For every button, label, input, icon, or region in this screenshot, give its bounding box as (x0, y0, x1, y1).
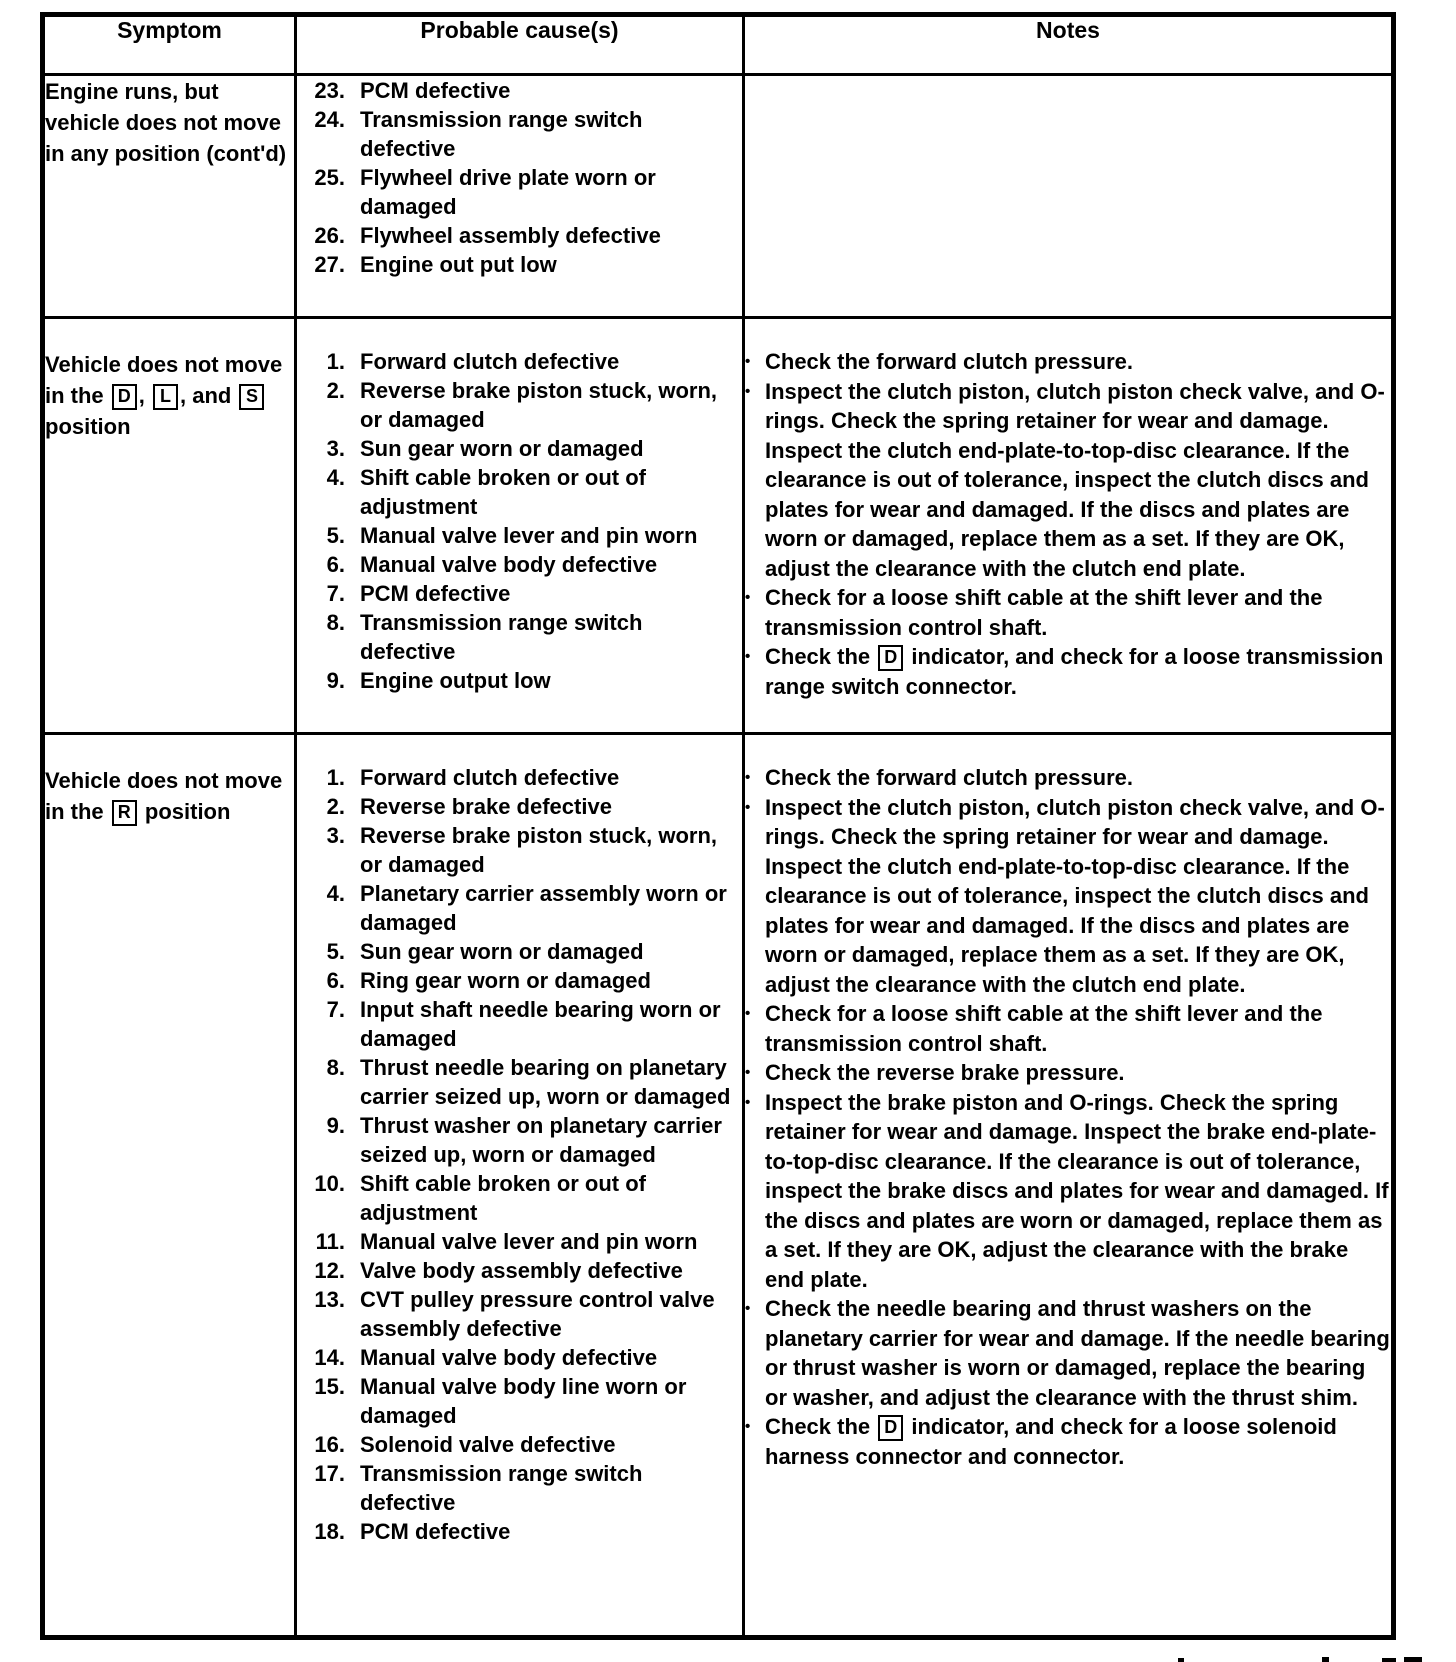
cause-number: 3. (326, 436, 345, 461)
note-item (745, 1058, 1391, 1088)
note-text: Inspect the brake piston and O-rings. Check the spring retainer for wear and damage. Inspect the brake end-plate-to-top-disc clearance. If the clearance is out of tolerance, inspect the brake discs and plates for wear and damaged. If the discs and plates are worn or damaged, replace them as a set. If they are OK, adjust the clearance with the brake end plate. (765, 1089, 1389, 1292)
bullet-icon: • (745, 1064, 751, 1081)
cause-item (297, 1459, 742, 1517)
note-item (745, 763, 1391, 793)
cause-text: Sun gear worn or damaged (360, 939, 644, 964)
cause-item (297, 434, 742, 463)
cause-item (297, 1343, 742, 1372)
cause-number: 13. (314, 1287, 345, 1312)
cause-item (297, 763, 742, 792)
cause-item (297, 76, 742, 105)
cause-text: Reverse brake piston stuck, worn, or damaged (360, 823, 718, 877)
cause-text: Transmission range switch defective (360, 107, 643, 161)
note-text: Check the D indicator, and check for a loose solenoid harness connector and connector. (765, 1414, 1337, 1469)
cause-item (297, 550, 742, 579)
note-list (745, 763, 1391, 1471)
bullet-icon: • (745, 1005, 751, 1022)
bullet-icon: • (745, 382, 751, 400)
boxed-letter-L: L (153, 384, 178, 410)
boxed-letter-D: D (878, 645, 903, 671)
notes-cell (744, 734, 1394, 1638)
table-row (43, 734, 1394, 1638)
note-text: Check the needle bearing and thrust washers on the planetary carrier for wear and damage. If the needle bearing or thrust washer is worn or damaged, replace the bearing or washer, and adjust the clearance with the thrust shim. (765, 1296, 1390, 1410)
cause-text: Shift cable broken or out of adjustment (360, 465, 647, 519)
symptom-text: Engine runs, but vehicle does not move in any position (cont'd) (45, 79, 287, 166)
cause-text: Engine out put low (360, 252, 557, 277)
cause-item (297, 221, 742, 250)
cause-text: PCM defective (360, 581, 511, 606)
cause-text: Planetary carrier assembly worn or damaged (360, 881, 727, 935)
cause-number: 12. (314, 1258, 345, 1283)
cause-text: Manual valve lever and pin worn (360, 523, 698, 548)
cause-text: Shift cable broken or out of adjustment (360, 1171, 647, 1225)
cause-text: Thrust washer on planetary carrier seized up, worn or damaged (360, 1113, 722, 1167)
cause-number: 1. (326, 765, 345, 790)
cause-item (297, 879, 742, 937)
cause-text: Input shaft needle bearing worn or damaged (360, 997, 721, 1051)
boxed-letter-R: R (112, 800, 137, 826)
cause-number: 7. (326, 997, 345, 1022)
note-text: Check for a loose shift cable at the shift lever and the transmission control shaft. (765, 1001, 1323, 1056)
bullet-icon: • (745, 1418, 751, 1435)
header-row (43, 15, 1394, 75)
symptom-text: Vehicle does not move in the D , L , and S position (45, 352, 283, 439)
note-text: Check the forward clutch pressure. (765, 765, 1133, 790)
causes-cell (296, 75, 744, 318)
col-header-symptom: Symptom (43, 15, 296, 75)
symptom-text: Vehicle does not move in the R position (45, 768, 283, 824)
cause-number: 10. (314, 1171, 345, 1196)
bullet-icon: • (745, 798, 751, 816)
cause-item (297, 995, 742, 1053)
cause-number: 16. (314, 1432, 345, 1457)
cause-number: 7. (326, 581, 345, 606)
notes-cell (744, 75, 1394, 318)
cause-number: 4. (326, 881, 345, 906)
cause-number: 5. (326, 523, 345, 548)
cause-text: PCM defective (360, 78, 511, 103)
cause-number: 6. (326, 552, 345, 577)
symptom-cell (43, 734, 296, 1638)
cause-number: 4. (326, 465, 345, 490)
cause-item (297, 1372, 742, 1430)
cause-item (297, 250, 742, 279)
col-header-notes: Notes (744, 15, 1394, 75)
note-item (745, 377, 1391, 584)
note-item (745, 1088, 1391, 1295)
note-item (745, 793, 1391, 1000)
cause-text: Manual valve body defective (360, 1345, 658, 1370)
cause-number: 9. (326, 1113, 345, 1138)
cause-number: 1. (326, 349, 345, 374)
cause-item (297, 1053, 742, 1111)
cause-text: Flywheel assembly defective (360, 223, 661, 248)
cause-number: 5. (326, 939, 345, 964)
cause-number: 6. (326, 968, 345, 993)
cause-item (297, 1256, 742, 1285)
cause-text: Manual valve body defective (360, 552, 658, 577)
cause-number: 23. (314, 78, 345, 103)
cause-number: 25. (314, 165, 345, 190)
note-text: Inspect the clutch piston, clutch piston check valve, and O-rings. Check the spring retainer for wear and damage. Inspect the clutch end-plate-to-top-disc clearance. If the clearance is out of tolerance, inspect the clutch discs and plates for wear and damaged. If the discs and plates are worn or damaged, replace them as a set. If they are OK, adjust the clearance with the clutch end plate. (765, 378, 1385, 581)
cause-text: PCM defective (360, 1519, 511, 1544)
bullet-icon: • (745, 1093, 751, 1111)
cause-text: Thrust needle bearing on planetary carrier seized up, worn or damaged (360, 1055, 731, 1109)
note-text: Check for a loose shift cable at the shift lever and the transmission control shaft. (765, 585, 1323, 640)
cause-item (297, 1285, 742, 1343)
col-header-probable-causes: Probable cause(s) (296, 15, 744, 75)
boxed-letter-D: D (878, 1415, 903, 1441)
cause-item (297, 1430, 742, 1459)
cause-item (297, 463, 742, 521)
cause-text: Ring gear worn or damaged (360, 968, 651, 993)
cause-item (297, 792, 742, 821)
cause-item (297, 1111, 742, 1169)
cause-list (297, 76, 742, 279)
note-item (745, 642, 1391, 701)
cause-text: Manual valve lever and pin worn (360, 1229, 698, 1254)
bullet-icon: • (745, 353, 751, 370)
cause-item (297, 347, 742, 376)
cause-item (297, 376, 742, 434)
note-item (745, 347, 1391, 377)
boxed-letter-S: S (239, 384, 264, 410)
cause-text: CVT pulley pressure control valve assembly defective (360, 1287, 715, 1341)
cause-text: Valve body assembly defective (360, 1258, 683, 1283)
cause-text: Sun gear worn or damaged (360, 436, 644, 461)
causes-cell (296, 318, 744, 734)
note-item (745, 999, 1391, 1058)
note-list (745, 347, 1391, 701)
cause-text: Forward clutch defective (360, 765, 620, 790)
cause-number: 18. (314, 1519, 345, 1544)
cause-list (297, 347, 742, 695)
cause-text: Forward clutch defective (360, 349, 620, 374)
note-text: Check the reverse brake pressure. (765, 1060, 1125, 1085)
cause-text: Solenoid valve defective (360, 1432, 616, 1457)
cause-number: 24. (314, 107, 345, 132)
cause-number: 15. (314, 1374, 345, 1399)
boxed-letter-D: D (112, 384, 137, 410)
causes-cell (296, 734, 744, 1638)
cause-item (297, 105, 742, 163)
cause-item (297, 1227, 742, 1256)
note-item (745, 583, 1391, 642)
cause-text: Reverse brake piston stuck, worn, or damaged (360, 378, 718, 432)
note-item (745, 1294, 1391, 1412)
cause-number: 8. (326, 610, 345, 635)
cause-number: 9. (326, 668, 345, 693)
bullet-icon: • (745, 648, 751, 665)
cause-item (297, 666, 742, 695)
cause-item (297, 1517, 742, 1546)
cause-item (297, 608, 742, 666)
symptom-cell (43, 318, 296, 734)
cause-item (297, 966, 742, 995)
cause-item (297, 521, 742, 550)
cause-number: 17. (314, 1461, 345, 1486)
cause-text: Manual valve body line worn or damaged (360, 1374, 687, 1428)
bullet-icon: • (745, 589, 751, 606)
bullet-icon: • (745, 1300, 751, 1317)
note-text: Check the D indicator, and check for a loose transmission range switch connector. (765, 644, 1384, 699)
cause-item (297, 821, 742, 879)
cause-text: Transmission range switch defective (360, 1461, 643, 1515)
cause-text: Reverse brake defective (360, 794, 612, 819)
cause-number: 3. (326, 823, 345, 848)
cause-item (297, 579, 742, 608)
cause-number: 8. (326, 1055, 345, 1080)
cause-text: Transmission range switch defective (360, 610, 643, 664)
cause-number: 2. (326, 378, 345, 403)
cause-text: Engine output low (360, 668, 551, 693)
cause-number: 14. (314, 1345, 345, 1370)
cause-list (297, 763, 742, 1546)
note-item (745, 1412, 1391, 1471)
symptom-cell (43, 75, 296, 318)
bullet-icon: • (745, 769, 751, 786)
cause-item (297, 1169, 742, 1227)
cause-text: Flywheel drive plate worn or damaged (360, 165, 656, 219)
cause-number: 26. (314, 223, 345, 248)
cause-item (297, 163, 742, 221)
note-text: Inspect the clutch piston, clutch piston check valve, and O-rings. Check the spring retainer for wear and damage. Inspect the clutch end-plate-to-top-disc clearance. If the clearance is out of tolerance, inspect the clutch discs and plates for wear and damaged. If the discs and plates are worn or damaged, replace them as a set. If they are OK, adjust the clearance with the clutch end plate. (765, 794, 1385, 997)
cause-item (297, 937, 742, 966)
notes-cell (744, 318, 1394, 734)
table-row (43, 318, 1394, 734)
table-row (43, 75, 1394, 318)
symptom-cause-notes-table (40, 12, 1396, 1640)
cause-number: 2. (326, 794, 345, 819)
cause-number: 27. (314, 252, 345, 277)
note-text: Check the forward clutch pressure. (765, 349, 1133, 374)
troubleshooting-table (40, 12, 1394, 1640)
clipped-footer-artifact (0, 1652, 1456, 1662)
cause-number: 11. (315, 1229, 345, 1254)
